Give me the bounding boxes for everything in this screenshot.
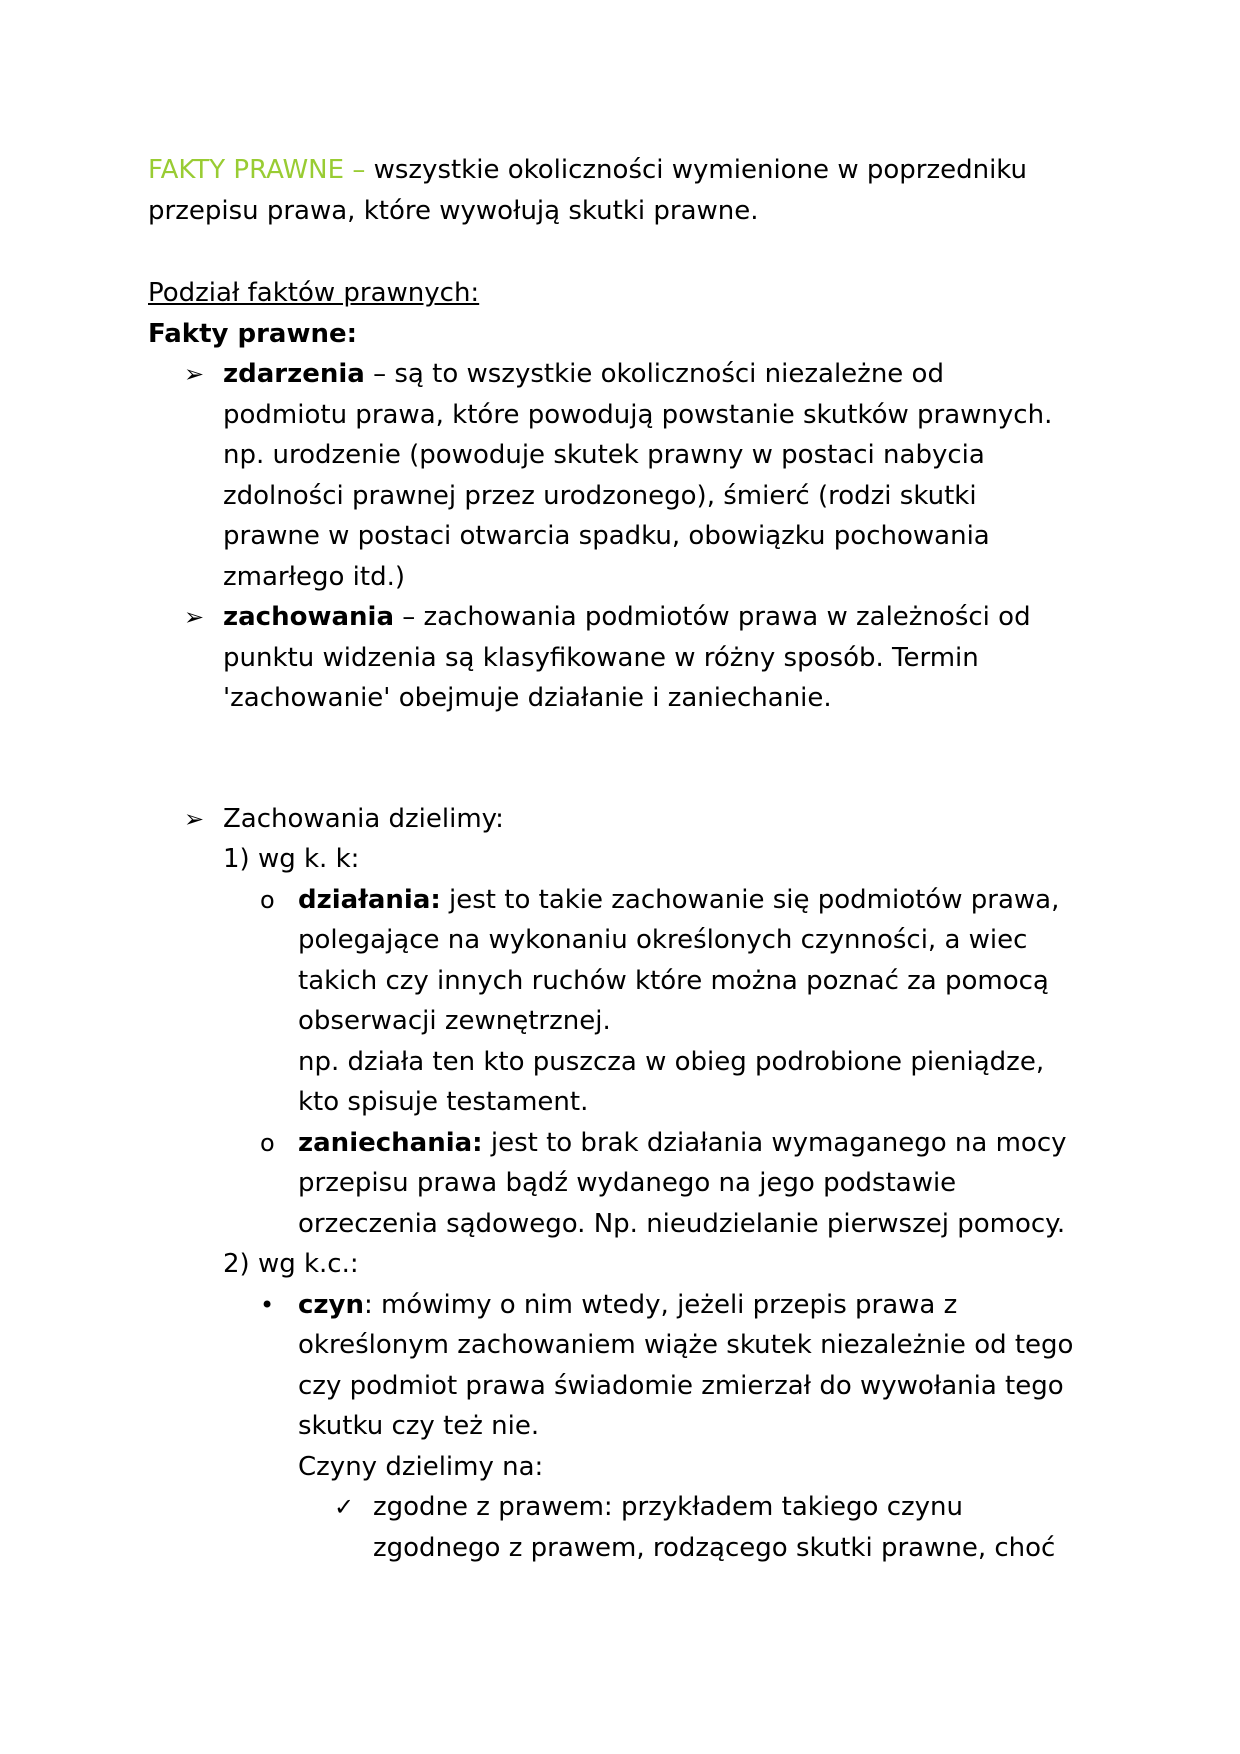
item-line [223,597,1118,638]
group-1-label: 1) wg k. k: [223,844,360,874]
item-term: działania: [298,884,441,915]
item-term: zachowania [223,602,394,632]
item-line [298,880,1118,921]
item-line: np. urodzenie (powoduje skutek prawny w postaci nabycia [223,440,985,470]
item-line: kto spisuje testament. [298,1087,589,1117]
item-line: czy podmiot prawa świadomie zmierzał do wywołania tego [298,1370,1064,1401]
item-line: skutku czy też nie. [298,1411,540,1441]
definition-line-2: przepisu prawa, które wywołują skutki prawne. [148,195,759,226]
circle-bullet-icon: o [260,1128,275,1157]
list-item-zgodne-z-prawem [148,1487,1118,1568]
item-line: prawne w postaci otwarcia spadku, obowiązku pochowania [223,521,990,551]
heading-definition-part1: wszystkie okoliczności wymienione w poprzedniku [365,155,1028,185]
definition-line-1 [148,150,1118,191]
dot-bullet-icon: • [260,1290,275,1319]
group-2 [148,1244,1118,1285]
item-line: zmarłego itd.) [223,561,405,592]
item-text: jest to takie zachowanie się podmiotów prawa, [440,884,1060,915]
item-line: zdolności prawnej przez urodzonego), śmierć (rodzi skutki [223,480,977,511]
arrow-bullet-icon: ➢ [184,360,205,388]
arrow-bullet-icon: ➢ [184,603,205,631]
item-text: jest to brak działania wymaganego na mocy [482,1127,1067,1158]
list-item-zachowania [148,597,1118,719]
item-line: podmiotu prawa, które powodują powstanie skutków prawnych. [223,399,1053,430]
item-line: 'zachowanie' obejmuje działanie i zaniechanie. [223,683,832,713]
item-text: : mówimy o nim wtedy, jeżeli przepis prawa z [364,1289,958,1320]
item-line: orzeczenia sądowego. Np. nieudzielanie pierwszej pomocy. [298,1208,1066,1239]
item-line: przepisu prawa bądź wydanego na jego podstawie [298,1168,957,1198]
list-item-zdarzenia [148,354,1118,597]
item-line [223,354,1118,395]
group-1 [148,839,1118,880]
facts-label: Fakty prawne: [148,318,358,349]
item-line: zgodnego z prawem, rodzącego skutki prawne, choć [373,1532,1056,1563]
item-line: obserwacji zewnętrznej. [298,1006,611,1036]
section-subtitle: Podział faktów prawnych: [148,278,480,308]
list-item-zaniechania [148,1123,1118,1245]
item-line: Czyny dzielimy na: [298,1451,544,1482]
item-text: – zachowania podmiotów prawa w zależności od [394,602,1031,632]
circle-bullet-icon: o [260,885,275,914]
list-item-division [148,799,1118,840]
list-item-czyn [148,1285,1118,1488]
item-term: czyn [298,1289,365,1320]
item-line: takich czy innych ruchów które można poznać za pomocą [298,965,1049,996]
item-text: – są to wszystkie okoliczności niezależne od [364,359,944,389]
item-line: np. działa ten kto puszcza w obieg podrobione pieniądze, [298,1046,1045,1077]
item-term: zdarzenia [223,359,365,389]
item-line: polegające na wykonaniu określonych czynności, a wiec [298,925,1028,955]
list-item-dzialania [148,880,1118,1123]
document-content [148,150,1118,1568]
heading-term: FAKTY PRAWNE – [148,155,366,185]
item-term: zaniechania: [298,1127,483,1158]
division-label: Zachowania dzielimy: [223,803,504,834]
checkmark-bullet-icon: ✓ [334,1493,355,1521]
item-line [298,1123,1118,1164]
item-line: określonym zachowaniem wiąże skutek niezależnie od tego [298,1330,1074,1360]
arrow-bullet-icon: ➢ [184,804,205,833]
item-line: punktu widzenia są klasyfikowane w różny sposób. Termin [223,642,979,673]
group-2-label: 2) wg k.c.: [223,1249,359,1279]
item-line: zgodne z prawem: przykładem takiego czynu [373,1492,964,1522]
item-line [298,1285,1118,1326]
